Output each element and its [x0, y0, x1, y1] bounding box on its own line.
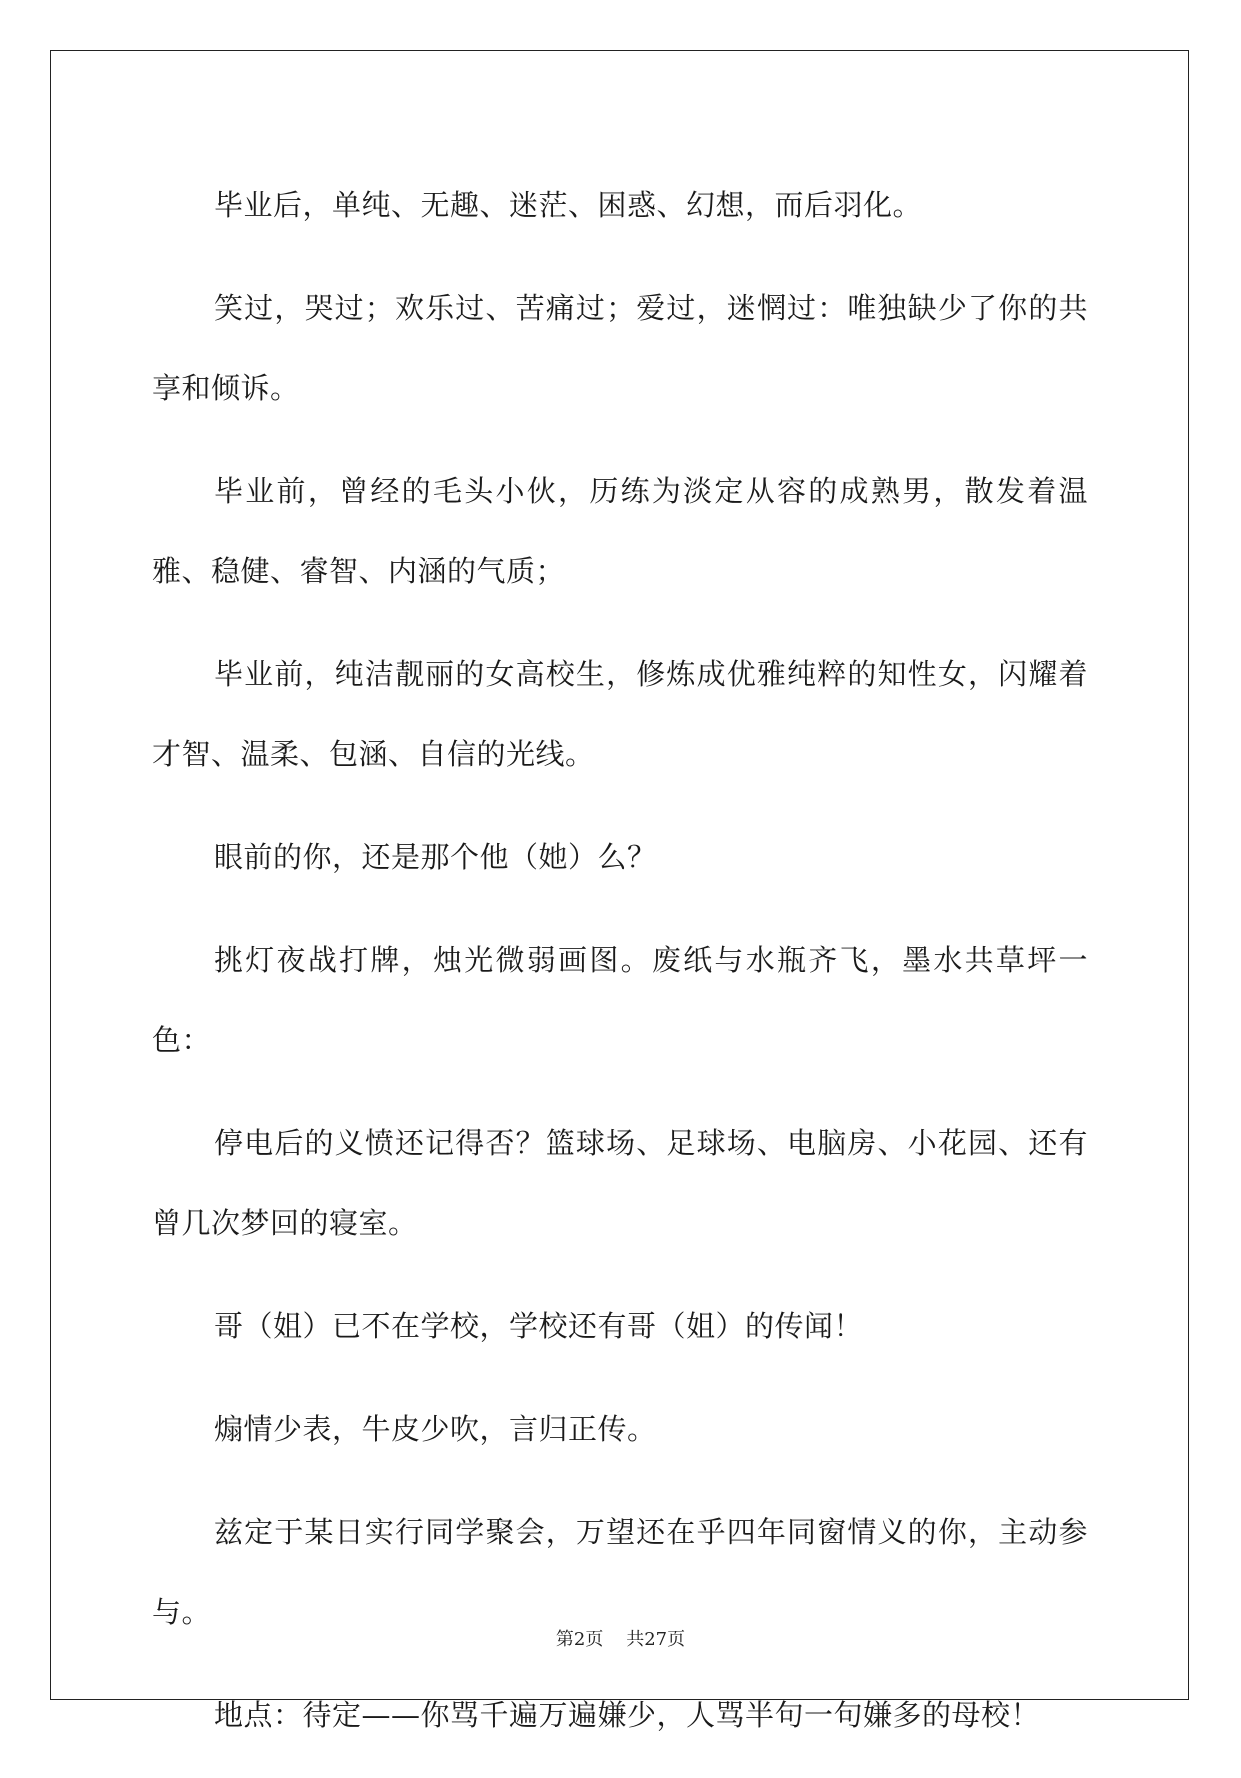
- page-total: 共27页: [626, 1629, 686, 1650]
- paragraph: 停电后的义愤还记得否？篮球场、足球场、电脑房、小花园、还有曾几次梦回的寝室。: [152, 1126, 1088, 1240]
- page-number: 第2页: [555, 1629, 604, 1650]
- paragraph: 哥（姐）已不在学校，学校还有哥（姐）的传闻！: [214, 1309, 864, 1343]
- page-footer: [0, 1625, 1241, 1651]
- paragraph: 眼前的你，还是那个他（她）么？: [214, 840, 657, 874]
- paragraph: 煽情少表，牛皮少吹，言归正传。: [214, 1412, 657, 1446]
- paragraph: 毕业前，曾经的毛头小伙，历练为淡定从容的成熟男，散发着温雅、稳健、睿智、内涵的气质；: [152, 474, 1088, 588]
- paragraph: 地点：待定——你骂千遍万遍嫌少，人骂半句一句嫌多的母校！: [214, 1698, 1041, 1732]
- paragraph: 挑灯夜战打牌，烛光微弱画图。废纸与水瓶齐飞，墨水共草坪一色：: [152, 943, 1088, 1057]
- paragraph: 毕业后，单纯、无趣、迷茫、困惑、幻想，而后羽化。: [214, 188, 923, 222]
- paragraph: 笑过，哭过；欢乐过、苦痛过；爱过，迷惘过：唯独缺少了你的共享和倾诉。: [152, 291, 1088, 405]
- paragraph: 兹定于某日实行同学聚会，万望还在乎四年同窗情义的你，主动参与。: [152, 1515, 1088, 1629]
- paragraph: 毕业前，纯洁靓丽的女高校生，修炼成优雅纯粹的知性女，闪耀着才智、温柔、包涵、自信的光线。: [152, 657, 1088, 771]
- document-body: [152, 165, 1088, 1778]
